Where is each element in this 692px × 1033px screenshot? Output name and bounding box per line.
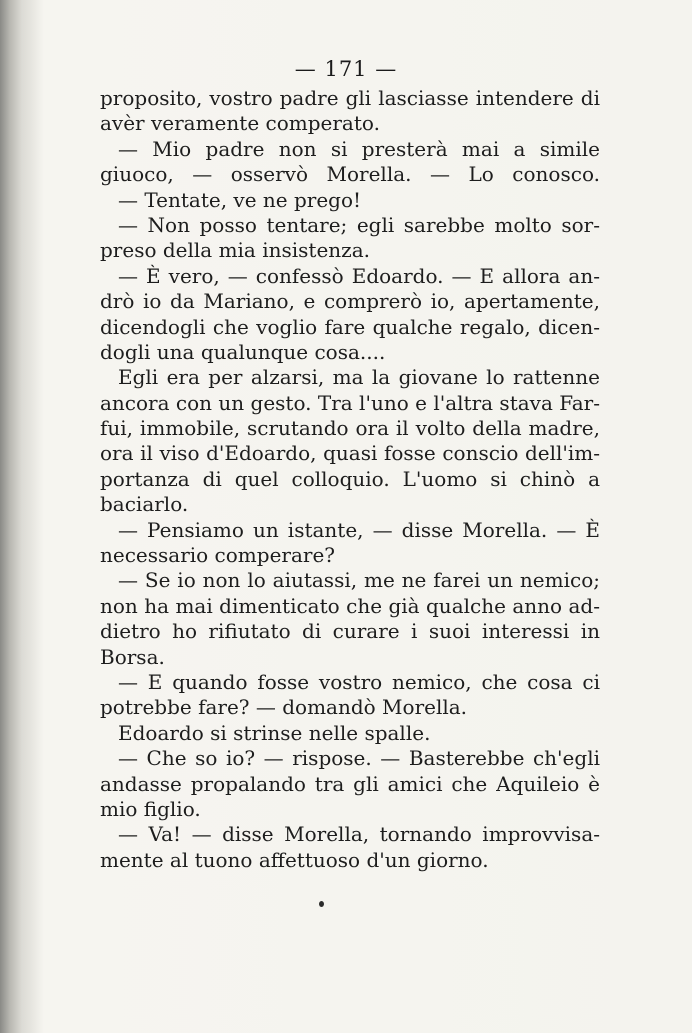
text-line: baciarlo. — [100, 492, 189, 517]
text-line: ora il viso d'Edoardo, quasi fosse conscio dell'im- — [100, 441, 600, 466]
text-line: — Pensiamo un istante, — disse Morella. — È — [118, 517, 600, 542]
text-line: non ha mai dimenticato che già qualche anno ad- — [100, 593, 600, 618]
body-text — [100, 86, 600, 873]
text-line: andasse propalando tra gli amici che Aquileio è — [100, 771, 600, 796]
text-line: — Non posso tentare; egli sarebbe molto sor- — [118, 212, 600, 237]
page-number: — 171 — — [294, 57, 398, 81]
text-line: giuoco, — osservò Morella. — Lo conosco. — [100, 162, 600, 187]
text-line: Edoardo si strinse nelle spalle. — [118, 720, 431, 745]
ink-speck — [319, 901, 324, 907]
text-line: — Tentate, ve ne prego! — [118, 187, 362, 212]
text-line: mio figlio. — [100, 796, 201, 821]
text-line: — Va! — disse Morella, tornando improvvisa- — [118, 822, 600, 847]
text-line: avèr veramente comperato. — [100, 111, 380, 136]
text-line: potrebbe fare? — domandò Morella. — [100, 695, 468, 720]
text-line: — E quando fosse vostro nemico, che cosa ci — [118, 669, 600, 694]
text-line: necessario comperare? — [100, 543, 336, 568]
text-line: — Se io non lo aiutassi, me ne farei un nemico; — [118, 568, 600, 593]
text-line: mente al tuono affettuoso d'un giorno. — [100, 847, 489, 872]
text-line: dicendogli che voglio fare qualche regalo, dicen- — [100, 314, 600, 339]
text-line: Egli era per alzarsi, ma la giovane lo rattenne — [118, 365, 600, 390]
text-line: preso della mia insistenza. — [100, 238, 370, 263]
text-line: — Che so io? — rispose. — Basterebbe ch'egli — [118, 746, 600, 771]
text-line: — È vero, — confessò Edoardo. — E allora an- — [118, 263, 600, 288]
text-line: fui, immobile, scrutando ora il volto della madre, — [100, 416, 600, 441]
text-line: portanza di quel colloquio. L'uomo si chinò a — [100, 466, 600, 491]
text-line: dogli una qualunque cosa.... — [100, 339, 386, 364]
text-line: dietro ho rifiutato di curare i suoi interessi in — [100, 619, 600, 644]
text-line: Borsa. — [100, 644, 165, 669]
text-line: — Mio padre non si presterà mai a simile — [118, 136, 600, 161]
text-line: proposito, vostro padre gli lasciasse intendere di — [100, 86, 600, 110]
text-line: drò io da Mariano, e comprerò io, apertamente, — [100, 289, 600, 314]
binding-shadow — [0, 0, 44, 1033]
text-line: ancora con un gesto. Tra l'uno e l'altra stava Far- — [100, 390, 600, 415]
